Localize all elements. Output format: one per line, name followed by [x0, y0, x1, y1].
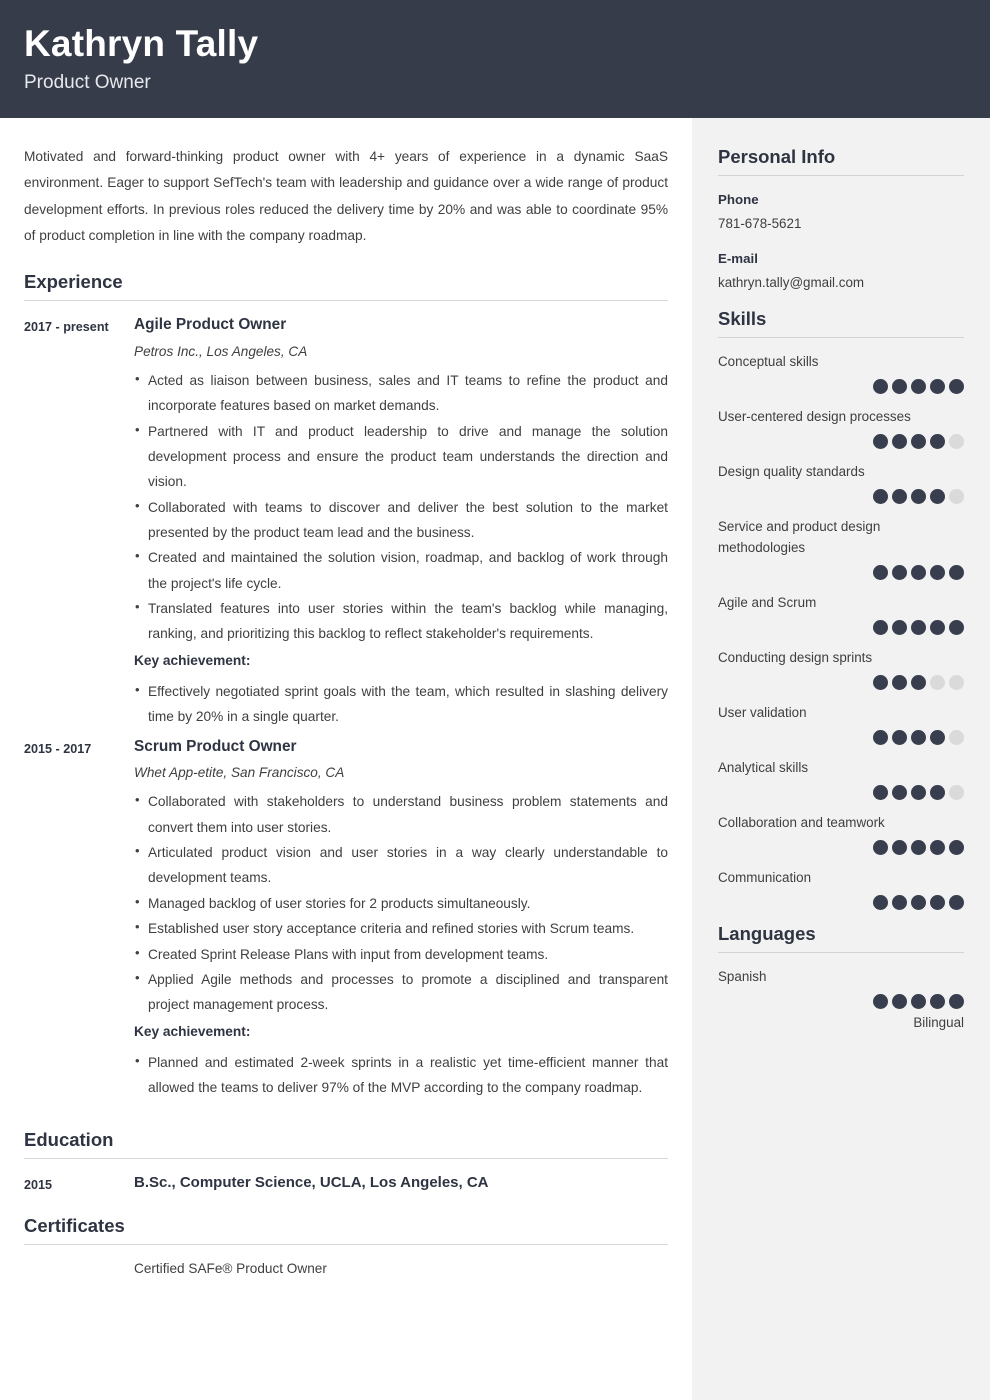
rating-dot-filled: [892, 785, 907, 800]
rating-dot-filled: [930, 730, 945, 745]
experience-company: Petros Inc., Los Angeles, CA: [134, 343, 308, 359]
experience-bullet: • Collaborated with stakeholders to understand business problem statements and convert them into user stories.: [134, 789, 668, 840]
rating-dot-filled: [873, 489, 888, 504]
rating-dot-filled: [949, 565, 964, 580]
skill-name: Agile and Scrum: [718, 594, 817, 610]
rating-dot-filled: [949, 895, 964, 910]
rating-dot-empty: [949, 785, 964, 800]
rating-dot-filled: [930, 489, 945, 504]
rating-dot-filled: [873, 994, 888, 1009]
education-entry-body: [134, 1172, 668, 1197]
experience-entry-body: [134, 736, 668, 1101]
rating-dot-filled: [949, 620, 964, 635]
key-achievement-bullet: • Planned and estimated 2-week sprints in a realistic yet time-efficient manner that allowed the teams to deliver 97% of the MVP according to the company roadmap.: [134, 1050, 668, 1101]
experience-bullet: • Managed backlog of user stories for 2 products simultaneously.: [134, 891, 668, 916]
experience-section-heading: Experience: [24, 271, 668, 301]
rating-dot-filled: [892, 675, 907, 690]
rating-dot-filled: [911, 434, 926, 449]
experience-role: Agile Product Owner: [134, 316, 287, 334]
languages-heading: Languages: [718, 923, 964, 953]
rating-dot-filled: [873, 675, 888, 690]
skill-name: User-centered design processes: [718, 409, 911, 425]
skill-rating: [718, 785, 964, 800]
skills-list: [718, 352, 964, 910]
skill-name: Service and product design methodologies: [718, 519, 881, 555]
rating-dot-empty: [930, 675, 945, 690]
rating-dot-filled: [911, 675, 926, 690]
personal-info-value: kathryn.tally@gmail.com: [718, 274, 865, 290]
resume-header: [0, 0, 990, 118]
experience-date: 2015 - 2017: [24, 741, 92, 756]
experience-bullets: [134, 368, 668, 647]
rating-dot-filled: [892, 379, 907, 394]
certificate-name: Certified SAFe® Product Owner: [134, 1260, 327, 1276]
skill-rating: [718, 730, 964, 745]
rating-dot-empty: [949, 434, 964, 449]
rating-dot-empty: [949, 730, 964, 745]
experience-bullet: • Created and maintained the solution vision, roadmap, and backlog of work through the project's life cycle.: [134, 545, 668, 596]
skill-rating: [718, 675, 964, 690]
rating-dot-filled: [892, 895, 907, 910]
rating-dot-filled: [930, 620, 945, 635]
rating-dot-filled: [949, 379, 964, 394]
key-achievement-label: Key achievement:: [134, 652, 251, 668]
skill-row: [718, 593, 964, 635]
personal-info-value: 781-678-5621: [718, 215, 802, 231]
skill-row: [718, 703, 964, 745]
personal-info-label: E-mail: [718, 251, 758, 267]
rating-dot-filled: [930, 379, 945, 394]
candidate-job-title: Product Owner: [24, 71, 151, 93]
rating-dot-filled: [873, 565, 888, 580]
certificate-entry-body: [134, 1258, 668, 1280]
rating-dot-filled: [892, 434, 907, 449]
key-achievement-label: Key achievement:: [134, 1023, 251, 1039]
rating-dot-filled: [873, 620, 888, 635]
experience-company: Whet App-etite, San Francisco, CA: [134, 765, 345, 781]
skill-name: Collaboration and teamwork: [718, 815, 885, 831]
education-entry: [24, 1172, 668, 1197]
education-degree: B.Sc., Computer Science, UCLA, Los Angeles, CA: [134, 1173, 489, 1191]
skill-rating: [718, 489, 964, 504]
rating-dot-filled: [930, 565, 945, 580]
education-list: [24, 1172, 668, 1197]
skill-name: Analytical skills: [718, 759, 809, 775]
rating-dot-filled: [892, 994, 907, 1009]
rating-dot-filled: [930, 895, 945, 910]
skill-rating: [718, 379, 964, 394]
education-section-heading: Education: [24, 1129, 668, 1159]
skill-row: [718, 407, 964, 449]
experience-date: 2017 - present: [24, 320, 109, 335]
certificates-section-heading: Certificates: [24, 1215, 668, 1245]
candidate-name: Kathryn Tally: [24, 23, 259, 64]
experience-bullet: • Acted as liaison between business, sales and IT teams to refine the product and incorporate features based on market demands.: [134, 368, 668, 419]
skill-rating: [718, 895, 964, 910]
personal-info-label: Phone: [718, 192, 759, 207]
experience-role: Scrum Product Owner: [134, 737, 297, 755]
rating-dot-filled: [930, 994, 945, 1009]
skill-name: Design quality standards: [718, 464, 865, 480]
experience-bullet: • Partnered with IT and product leadership to drive and manage the solution development process and ensure the product team understands the direction and vision.: [134, 419, 668, 495]
rating-dot-filled: [911, 994, 926, 1009]
key-achievement-bullets: [134, 1050, 668, 1101]
rating-dot-filled: [873, 840, 888, 855]
experience-bullet: • Articulated product vision and user stories in a way clearly understandable to development teams.: [134, 840, 668, 891]
certificate-entry: [24, 1258, 668, 1280]
languages-list: [718, 967, 964, 1030]
experience-bullets: [134, 789, 668, 1017]
skill-name: Communication: [718, 870, 812, 886]
skills-heading: Skills: [718, 308, 964, 338]
rating-dot-empty: [949, 675, 964, 690]
rating-dot-empty: [949, 489, 964, 504]
rating-dot-filled: [911, 379, 926, 394]
skill-row: [718, 648, 964, 690]
professional-summary: Motivated and forward-thinking product owner with 4+ years of experience in a dynamic SaaS environment. Eager to support SefTech's team with leadership and guidance over a wide range of product development efforts. In previous roles reduced the delivery time by 20% and was able to coordinate 95% of product completion in line with the company roadmap.: [24, 149, 668, 243]
language-name: Spanish: [718, 969, 767, 985]
rating-dot-filled: [911, 565, 926, 580]
rating-dot-filled: [949, 840, 964, 855]
skill-rating: [718, 840, 964, 855]
key-achievement-bullets: [134, 679, 668, 730]
skill-rating: [718, 565, 964, 580]
rating-dot-filled: [930, 434, 945, 449]
sidebar-column: [692, 118, 990, 1400]
skill-rating: [718, 434, 964, 449]
rating-dot-filled: [892, 730, 907, 745]
experience-bullet: • Created Sprint Release Plans with input from development teams.: [134, 942, 668, 967]
rating-dot-filled: [911, 785, 926, 800]
resume-body: [0, 118, 990, 1400]
experience-bullet: • Translated features into user stories within the team's backlog while managing, ranking, and prioritizing this backlog to reflect stakeholder's requirements.: [134, 596, 668, 647]
experience-bullet: • Established user story acceptance criteria and refined stories with Scrum teams.: [134, 916, 668, 941]
skill-row: [718, 517, 964, 579]
rating-dot-filled: [873, 379, 888, 394]
rating-dot-filled: [911, 730, 926, 745]
rating-dot-filled: [911, 620, 926, 635]
rating-dot-filled: [911, 489, 926, 504]
rating-dot-filled: [911, 840, 926, 855]
skill-name: User validation: [718, 704, 807, 720]
rating-dot-filled: [873, 785, 888, 800]
skill-row: [718, 758, 964, 800]
skill-row: [718, 462, 964, 504]
skill-row: [718, 868, 964, 910]
rating-dot-filled: [911, 895, 926, 910]
rating-dot-filled: [892, 565, 907, 580]
main-column: [0, 118, 692, 1400]
certificate-date: [24, 1258, 134, 1280]
rating-dot-filled: [930, 840, 945, 855]
personal-info-heading: Personal Info: [718, 146, 964, 176]
experience-bullet: • Applied Agile methods and processes to promote a disciplined and transparent project management process.: [134, 967, 668, 1018]
personal-info-list: [718, 190, 964, 293]
rating-dot-filled: [892, 489, 907, 504]
skill-row: [718, 352, 964, 394]
rating-dot-filled: [949, 994, 964, 1009]
experience-list: [24, 314, 668, 1100]
skill-rating: [718, 620, 964, 635]
key-achievement-bullet: • Effectively negotiated sprint goals with the team, which resulted in slashing delivery time by 20% in a single quarter.: [134, 679, 668, 730]
skill-name: Conceptual skills: [718, 354, 819, 370]
language-level: Bilingual: [913, 1015, 964, 1031]
experience-bullet: • Collaborated with teams to discover and deliver the best solution to the market presented by the product team lead and the business.: [134, 495, 668, 546]
experience-entry-body: [134, 314, 668, 730]
rating-dot-filled: [873, 434, 888, 449]
rating-dot-filled: [892, 620, 907, 635]
skill-row: [718, 813, 964, 855]
skill-name: Conducting design sprints: [718, 649, 873, 665]
certificates-list: [24, 1258, 668, 1280]
experience-entry: [24, 736, 668, 1101]
experience-entry: [24, 314, 668, 730]
rating-dot-filled: [930, 785, 945, 800]
rating-dot-filled: [892, 840, 907, 855]
education-date: 2015: [24, 1177, 53, 1192]
language-rating: [718, 994, 964, 1009]
language-row: [718, 967, 964, 1030]
rating-dot-filled: [873, 895, 888, 910]
rating-dot-filled: [873, 730, 888, 745]
